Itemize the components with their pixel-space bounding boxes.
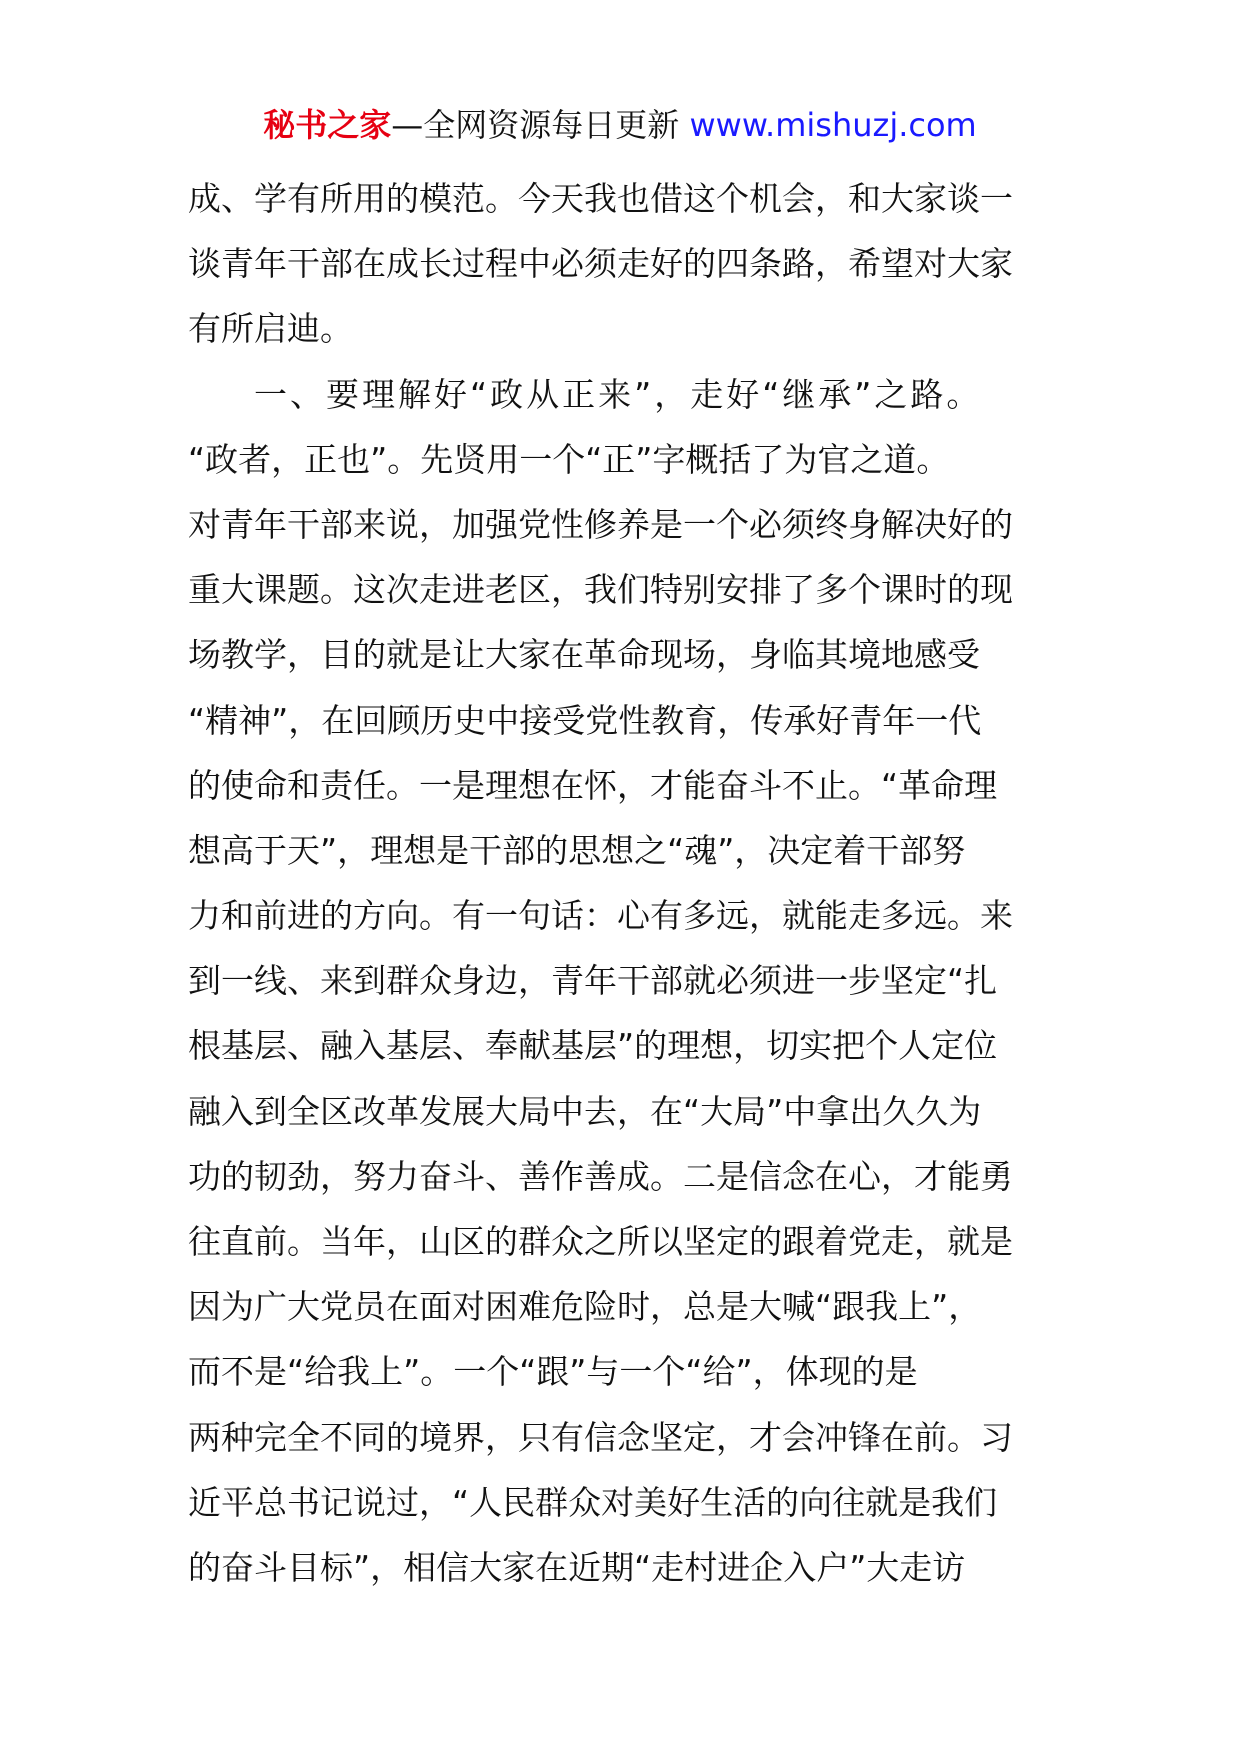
paragraph-line: 往直前。当年，山区的群众之所以坚定的跟着党走，就是 bbox=[188, 1222, 1013, 1261]
paragraph-line: 而不是“给我上”。一个“跟”与一个“给”，体现的是 bbox=[188, 1352, 918, 1392]
paragraph-line: 根基层、融入基层、奉献基层”的理想，切实把个人定位 bbox=[188, 1026, 998, 1066]
paragraph-line: 场教学，目的就是让大家在革命现场，身临其境地感受 bbox=[188, 635, 980, 675]
paragraph-line: 到一线、来到群众身边，青年干部就必须进一步坚定“扎 bbox=[188, 961, 998, 1001]
paragraph-line: “精神”，在回顾历史中接受党性教育，传承好青年一代 bbox=[188, 700, 982, 740]
paragraph-line: “政者，正也”。先贤用一个“正”字概括了为官之道。 bbox=[188, 439, 950, 479]
section-heading: 一、要理解好“政从正来”，走好“继承”之路。 bbox=[254, 374, 983, 414]
paragraph-line: 有所启迪。 bbox=[188, 309, 353, 349]
paragraph-line: 融入到全区改革发展大局中去，在“大局”中拿出久久为 bbox=[188, 1091, 982, 1131]
paragraph-line: 对青年干部来说，加强党性修养是一个必须终身解决好的 bbox=[188, 504, 1013, 544]
header-brand: 秘书之家 bbox=[263, 106, 392, 144]
paragraph-line: 想高于天”，理想是干部的思想之“魂”，决定着干部努 bbox=[188, 830, 966, 870]
paragraph-line: 因为广大党员在面对困难危险时，总是大喊“跟我上”， bbox=[188, 1287, 982, 1327]
header-url-link[interactable]: www.mishuzj.com bbox=[689, 106, 977, 144]
header-slogan: —全网资源每日更新 bbox=[391, 106, 690, 144]
paragraph-line: 的使命和责任。一是理想在怀，才能奋斗不止。“革命理 bbox=[188, 765, 998, 805]
paragraph-line: 近平总书记说过，“人民群众对美好生活的向往就是我们 bbox=[188, 1482, 998, 1522]
paragraph-line: 力和前进的方向。有一句话：心有多远，就能走多远。来 bbox=[188, 896, 1013, 936]
page-header bbox=[0, 103, 1240, 147]
paragraph-line: 的奋斗目标”，相信大家在近期“走村进企入户”大走访 bbox=[188, 1547, 966, 1587]
paragraph-line: 谈青年干部在成长过程中必须走好的四条路，希望对大家 bbox=[188, 244, 1013, 284]
paragraph-line: 成、学有所用的模范。今天我也借这个机会，和大家谈一 bbox=[188, 179, 1013, 218]
paragraph-line: 重大课题。这次走进老区，我们特别安排了多个课时的现 bbox=[188, 570, 1013, 610]
paragraph-line: 两种完全不同的境界，只有信念坚定，才会冲锋在前。习 bbox=[188, 1417, 1013, 1457]
document-body bbox=[188, 166, 1058, 1600]
paragraph-line: 功的韧劲，努力奋斗、善作善成。二是信念在心，才能勇 bbox=[188, 1156, 1013, 1196]
